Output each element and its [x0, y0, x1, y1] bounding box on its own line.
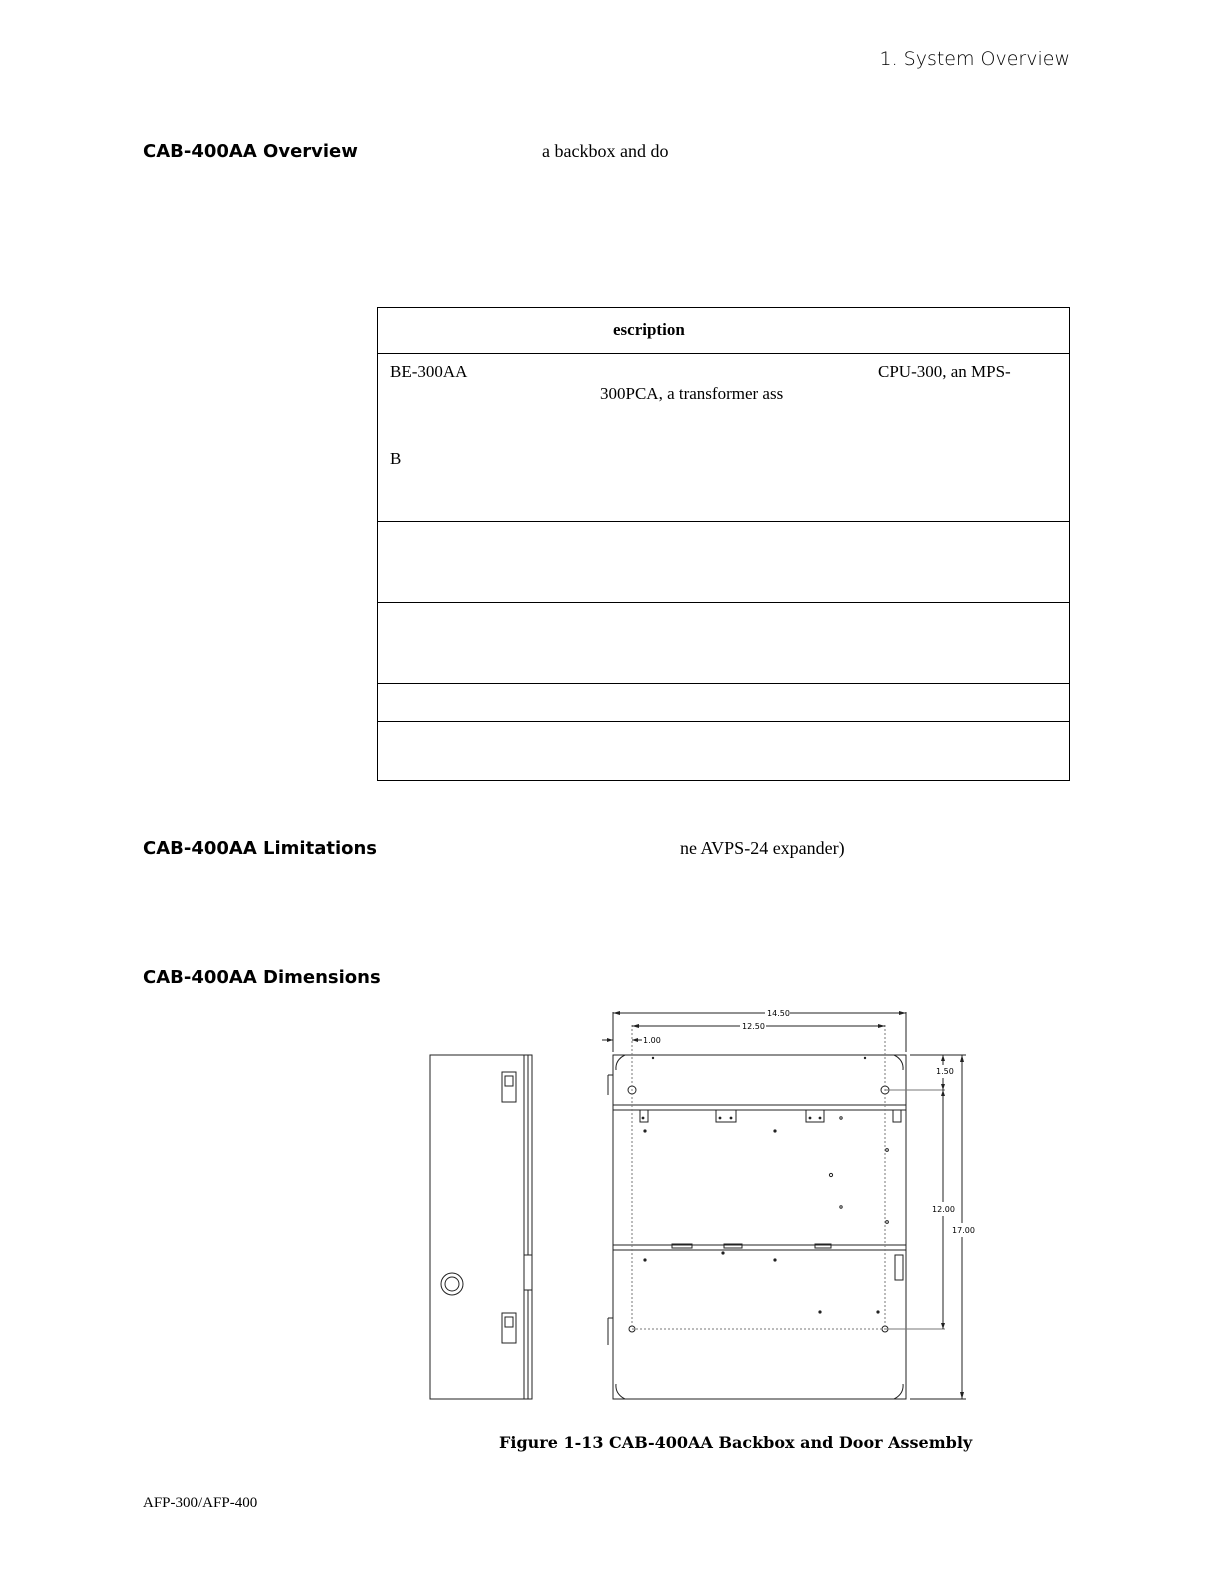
description-fragment: B [390, 449, 402, 468]
table-row [378, 722, 1070, 781]
limitations-text: ne AVPS-24 expander) [680, 838, 845, 858]
dimension-lines [602, 1011, 966, 1399]
table-cell [378, 684, 1070, 722]
table-cell [378, 354, 1070, 522]
door-side-view [430, 1055, 532, 1399]
table-row [378, 354, 1070, 522]
limitations-heading: CAB-400AA Limitations [143, 838, 378, 859]
table-cell [378, 522, 1070, 603]
table-row [378, 603, 1070, 684]
table-header-cell [378, 308, 1070, 354]
footer-doc-id: AFP-300/AFP-400 [143, 1495, 258, 1511]
description-fragment: 300PCA, a transformer ass [600, 384, 784, 403]
dim-label-width-overall: 14.50 [767, 1009, 790, 1018]
overview-heading: CAB-400AA Overview [143, 141, 358, 162]
dimensions-heading: CAB-400AA Dimensions [143, 967, 381, 988]
figure-caption: Figure 1-13 CAB-400AA Backbox and Door Assembly [499, 1433, 973, 1452]
overview-text: a backbox and do [542, 141, 669, 161]
dim-label-width-mount: 12.50 [742, 1022, 765, 1031]
table-header-text: escription [613, 320, 685, 339]
chapter-header: 1. System Overview [879, 48, 1070, 70]
dim-label-height-mount: 12.00 [932, 1205, 955, 1214]
table-cell [378, 603, 1070, 684]
backbox-door-drawing [420, 1000, 990, 1410]
description-fragment: CPU-300, an MPS- [878, 362, 1011, 381]
table-cell [378, 722, 1070, 781]
dim-label-offset-top: 1.50 [936, 1067, 954, 1076]
table-row [378, 522, 1070, 603]
model-name: BE-300AA [390, 362, 468, 381]
backbox-front-view [608, 1025, 945, 1399]
table-header-row [378, 308, 1070, 354]
dim-label-height-overall: 17.00 [952, 1226, 975, 1235]
table-row [378, 684, 1070, 722]
dim-label-offset-left: 1.00 [643, 1036, 661, 1045]
description-table [377, 307, 1070, 781]
